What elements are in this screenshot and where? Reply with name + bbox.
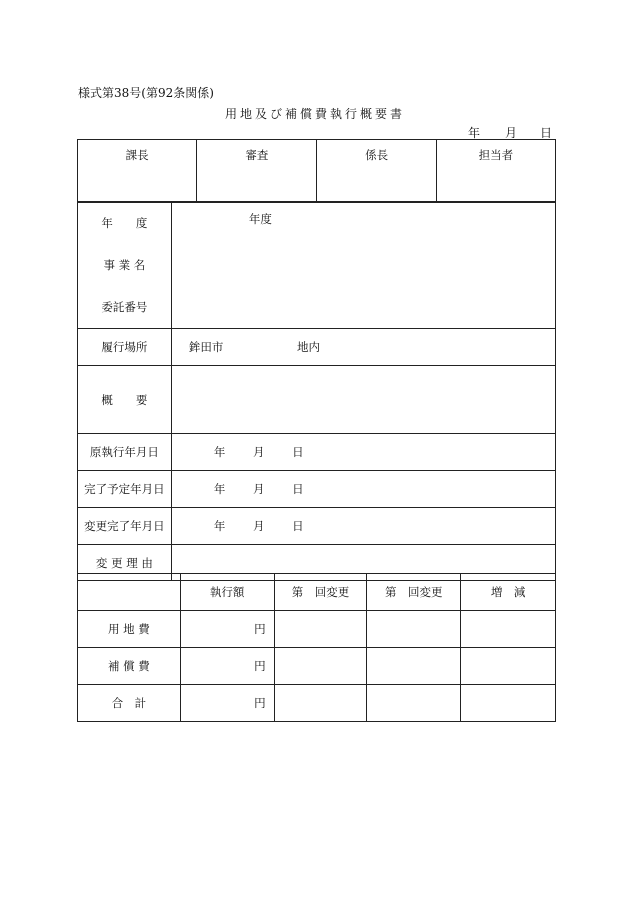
ymd-month: 月 — [252, 519, 265, 533]
cost-table — [77, 573, 556, 722]
project-rows — [78, 202, 556, 329]
info-table — [77, 201, 556, 581]
cost-header-row — [78, 574, 556, 611]
project-values — [171, 202, 555, 329]
ymd-year: 年 — [213, 482, 226, 496]
original-date-label: 原執行年月日 — [78, 434, 172, 471]
cost-row-change-2 — [367, 611, 461, 648]
approval-cell-section-chief: 係長 — [317, 140, 436, 203]
planned-date-row — [78, 471, 556, 508]
changed-date-value — [171, 508, 555, 545]
summary-label: 概 要 — [78, 366, 172, 434]
cost-row-label: 補 償 費 — [78, 648, 181, 685]
ymd-year: 年 — [213, 519, 226, 533]
place-suffix: 地内 — [296, 340, 320, 354]
cost-header-diff: 増 減 — [461, 574, 556, 611]
form-number: 様式第38号(第92条関係) — [78, 86, 214, 100]
cost-row-diff — [461, 685, 556, 722]
cost-row-diff — [461, 648, 556, 685]
table-row — [78, 685, 556, 722]
cost-row-change-1 — [274, 611, 367, 648]
original-date-row — [78, 434, 556, 471]
ymd-day: 日 — [292, 482, 304, 496]
place-row — [78, 329, 556, 366]
cost-row-change-2 — [367, 648, 461, 685]
cost-header-blank — [78, 574, 181, 611]
cost-header-change-2: 第 回変更 — [367, 574, 461, 611]
project-labels — [78, 202, 172, 329]
project-name-label: 事 業 名 — [103, 258, 146, 272]
summary-value — [171, 366, 555, 434]
date-year: 年 — [468, 126, 481, 140]
planned-date-value — [171, 471, 555, 508]
document-title: 用地及び補償費執行概要書 — [224, 107, 405, 121]
table-row — [78, 611, 556, 648]
ymd-month: 月 — [252, 482, 265, 496]
summary-row — [78, 366, 556, 434]
table-row — [78, 648, 556, 685]
cost-row-change-1 — [274, 685, 367, 722]
cost-row-label: 用 地 費 — [78, 611, 181, 648]
cost-header-amount: 執行額 — [180, 574, 274, 611]
place-value — [171, 329, 555, 366]
ymd-month: 月 — [252, 445, 265, 459]
date-day: 日 — [540, 126, 553, 140]
approval-cell-staff: 担当者 — [436, 140, 555, 203]
cost-row-label: 合 計 — [78, 685, 181, 722]
ymd-day: 日 — [292, 445, 304, 459]
cost-row-amount: 円 — [180, 611, 274, 648]
cost-row-amount: 円 — [180, 685, 274, 722]
year-value: 年度 — [248, 212, 272, 226]
approval-cell-review: 審査 — [197, 140, 317, 203]
place-city: 鉾田市 — [188, 340, 224, 354]
cost-row-change-1 — [274, 648, 367, 685]
cost-row-amount: 円 — [180, 648, 274, 685]
original-date-value — [171, 434, 555, 471]
contract-number-label: 委託番号 — [101, 300, 148, 314]
cost-header-change-1: 第 回変更 — [274, 574, 367, 611]
place-label: 履行場所 — [78, 329, 172, 366]
planned-date-label: 完了予定年月日 — [78, 471, 172, 508]
ymd-day: 日 — [292, 519, 304, 533]
date-month: 月 — [505, 126, 518, 140]
cost-row-diff — [461, 611, 556, 648]
approval-cell-chief: 課長 — [78, 140, 197, 203]
ymd-year: 年 — [213, 445, 226, 459]
approval-table — [77, 139, 556, 203]
cost-row-change-2 — [367, 685, 461, 722]
change-reason-label: 変 更 理 由 — [78, 545, 172, 581]
year-label: 年 度 — [101, 216, 148, 230]
changed-date-row — [78, 508, 556, 545]
changed-date-label: 変更完了年月日 — [78, 508, 172, 545]
